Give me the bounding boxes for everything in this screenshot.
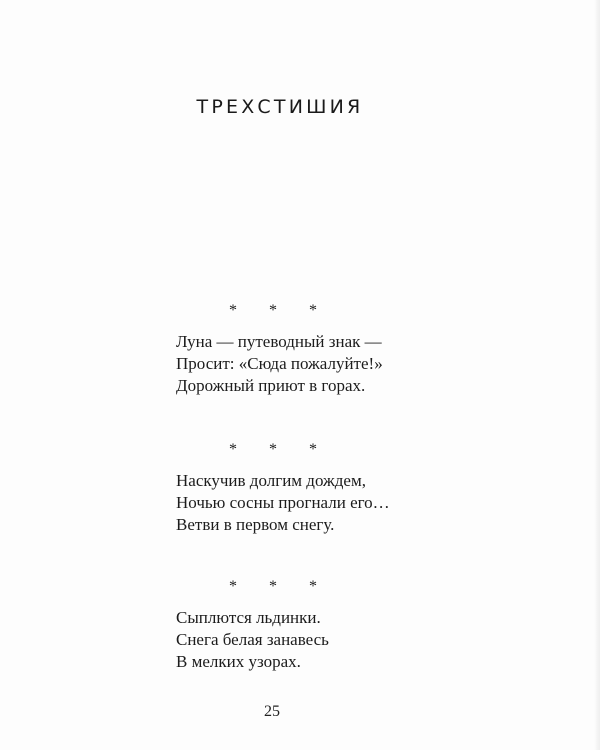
stanza-1 xyxy=(176,331,383,397)
stanza-line: Снега белая занавесь xyxy=(176,630,329,649)
stanza-line: Дорожный приют в горах. xyxy=(176,376,366,395)
stanza-line: Ветви в первом снегу. xyxy=(176,515,335,534)
stanza-line: Луна — путеводный знак — xyxy=(176,332,382,351)
stanza-separator: * * * xyxy=(229,302,331,319)
page-number: 25 xyxy=(264,703,280,720)
stanza-2 xyxy=(176,470,390,536)
page-title: ТРЕХСТИШИЯ xyxy=(196,96,364,118)
stanza-line: Наскучив долгим дождем, xyxy=(176,471,366,490)
stanza-line: Ночью сосны прогнали его… xyxy=(176,493,390,512)
stanza-3 xyxy=(176,607,329,673)
page-edge-shadow xyxy=(594,0,600,750)
stanza-line: В мелких узорах. xyxy=(176,652,301,671)
stanza-line: Сыплются льдинки. xyxy=(176,608,321,627)
stanza-separator: * * * xyxy=(229,441,331,458)
stanza-line: Просит: «Сюда пожалуйте!» xyxy=(176,354,383,373)
stanza-separator: * * * xyxy=(229,578,331,595)
